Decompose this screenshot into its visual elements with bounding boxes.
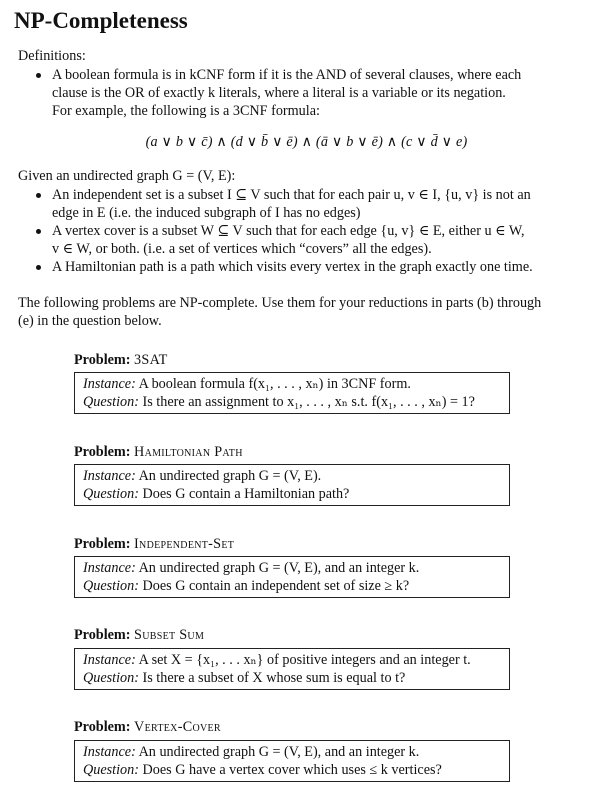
instance-label: Instance: [83, 468, 136, 484]
problem-name: Vertex-Cover [134, 719, 221, 735]
instance-label: Instance: [83, 376, 136, 392]
problem-title-3sat [74, 351, 168, 369]
problem-prefix: Problem: [74, 627, 131, 643]
bullet-icon [36, 193, 41, 198]
problem-name: Independent-Set [134, 536, 235, 552]
problem-prefix: Problem: [74, 444, 131, 460]
question-label: Question: [83, 486, 139, 502]
independent-set-line-2: edge in E (i.e. the induced subgraph of I has no edges) [52, 205, 361, 221]
instance-label: Instance: [83, 652, 136, 668]
kcnf-line-3: For example, the following is a 3CNF formula: [52, 103, 320, 119]
problem-title-subset-sum [74, 626, 204, 644]
problem-box-hamiltonian-path [74, 464, 510, 506]
bullet-icon [36, 265, 41, 270]
intro-line-2: (e) in the question below. [18, 313, 162, 329]
independent-set-line-1: An independent set is a subset I ⊆ V such that for each pair u, v ∈ I, {u, v} is not an [52, 187, 531, 203]
example-3cnf-formula: (a ∨ b ∨ c̄) ∧ (d ∨ b̄ ∨ ē) ∧ (ā ∨ b ∨ ē) ∧ (c ∨ d̄ ∨ e) [145, 134, 468, 150]
problem-prefix: Problem: [74, 352, 131, 368]
problem-question: Is there an assignment to x₁, . . . , xₙ s.t. f(x₁, . . . , xₙ) = 1? [142, 394, 475, 410]
problem-question: Does G contain an independent set of size ≥ k? [142, 578, 410, 594]
definitions-label: Definitions: [18, 48, 86, 64]
vertex-cover-line-2: v ∈ W, or both. (i.e. a set of vertices which “covers” all the edges). [52, 241, 432, 257]
problem-box-vertex-cover [74, 740, 510, 782]
hamiltonian-path-line-1: A Hamiltonian path is a path which visits every vertex in the graph exactly one time. [52, 259, 533, 275]
problem-box-subset-sum [74, 648, 510, 690]
problem-prefix: Problem: [74, 536, 131, 552]
problem-instance: A set X = {x₁, . . . xₙ} of positive integers and an integer t. [138, 652, 471, 668]
vertex-cover-line-1: A vertex cover is a subset W ⊆ V such that for each edge {u, v} ∈ E, either u ∈ W, [52, 223, 525, 239]
problem-prefix: Problem: [74, 719, 131, 735]
problem-instance: A boolean formula f(x₁, . . . , xₙ) in 3CNF form. [138, 376, 411, 392]
problem-name: Subset Sum [134, 627, 205, 643]
bullet-icon [36, 73, 41, 78]
question-label: Question: [83, 670, 139, 686]
intro-line-1: The following problems are NP-complete. Use them for your reductions in parts (b) through [18, 295, 542, 311]
instance-label: Instance: [83, 560, 136, 576]
problem-instance: An undirected graph G = (V, E). [138, 468, 322, 484]
kcnf-line-1: A boolean formula is in kCNF form if it is the AND of several clauses, where each [52, 67, 522, 83]
instance-label: Instance: [83, 744, 136, 760]
bullet-icon [36, 229, 41, 234]
question-label: Question: [83, 762, 139, 778]
question-label: Question: [83, 578, 139, 594]
graph-intro: Given an undirected graph G = (V, E): [18, 168, 236, 184]
problem-instance: An undirected graph G = (V, E), and an integer k. [138, 744, 420, 760]
problem-box-3sat [74, 372, 510, 414]
problem-question: Is there a subset of X whose sum is equal to t? [142, 670, 406, 686]
problem-name: Hamiltonian Path [134, 444, 243, 460]
question-label: Question: [83, 394, 139, 410]
problem-title-independent-set [74, 535, 234, 553]
problem-instance: An undirected graph G = (V, E), and an integer k. [138, 560, 420, 576]
kcnf-line-2: clause is the OR of exactly k literals, where a literal is a variable or its negation. [52, 85, 506, 101]
problem-title-vertex-cover [74, 718, 221, 736]
problem-question: Does G have a vertex cover which uses ≤ k vertices? [142, 762, 442, 778]
problem-question: Does G contain a Hamiltonian path? [142, 486, 350, 502]
problem-box-independent-set [74, 556, 510, 598]
problem-title-hamiltonian-path [74, 443, 243, 461]
page-title: NP-Completeness [14, 8, 188, 33]
problem-name: 3SAT [134, 352, 168, 368]
